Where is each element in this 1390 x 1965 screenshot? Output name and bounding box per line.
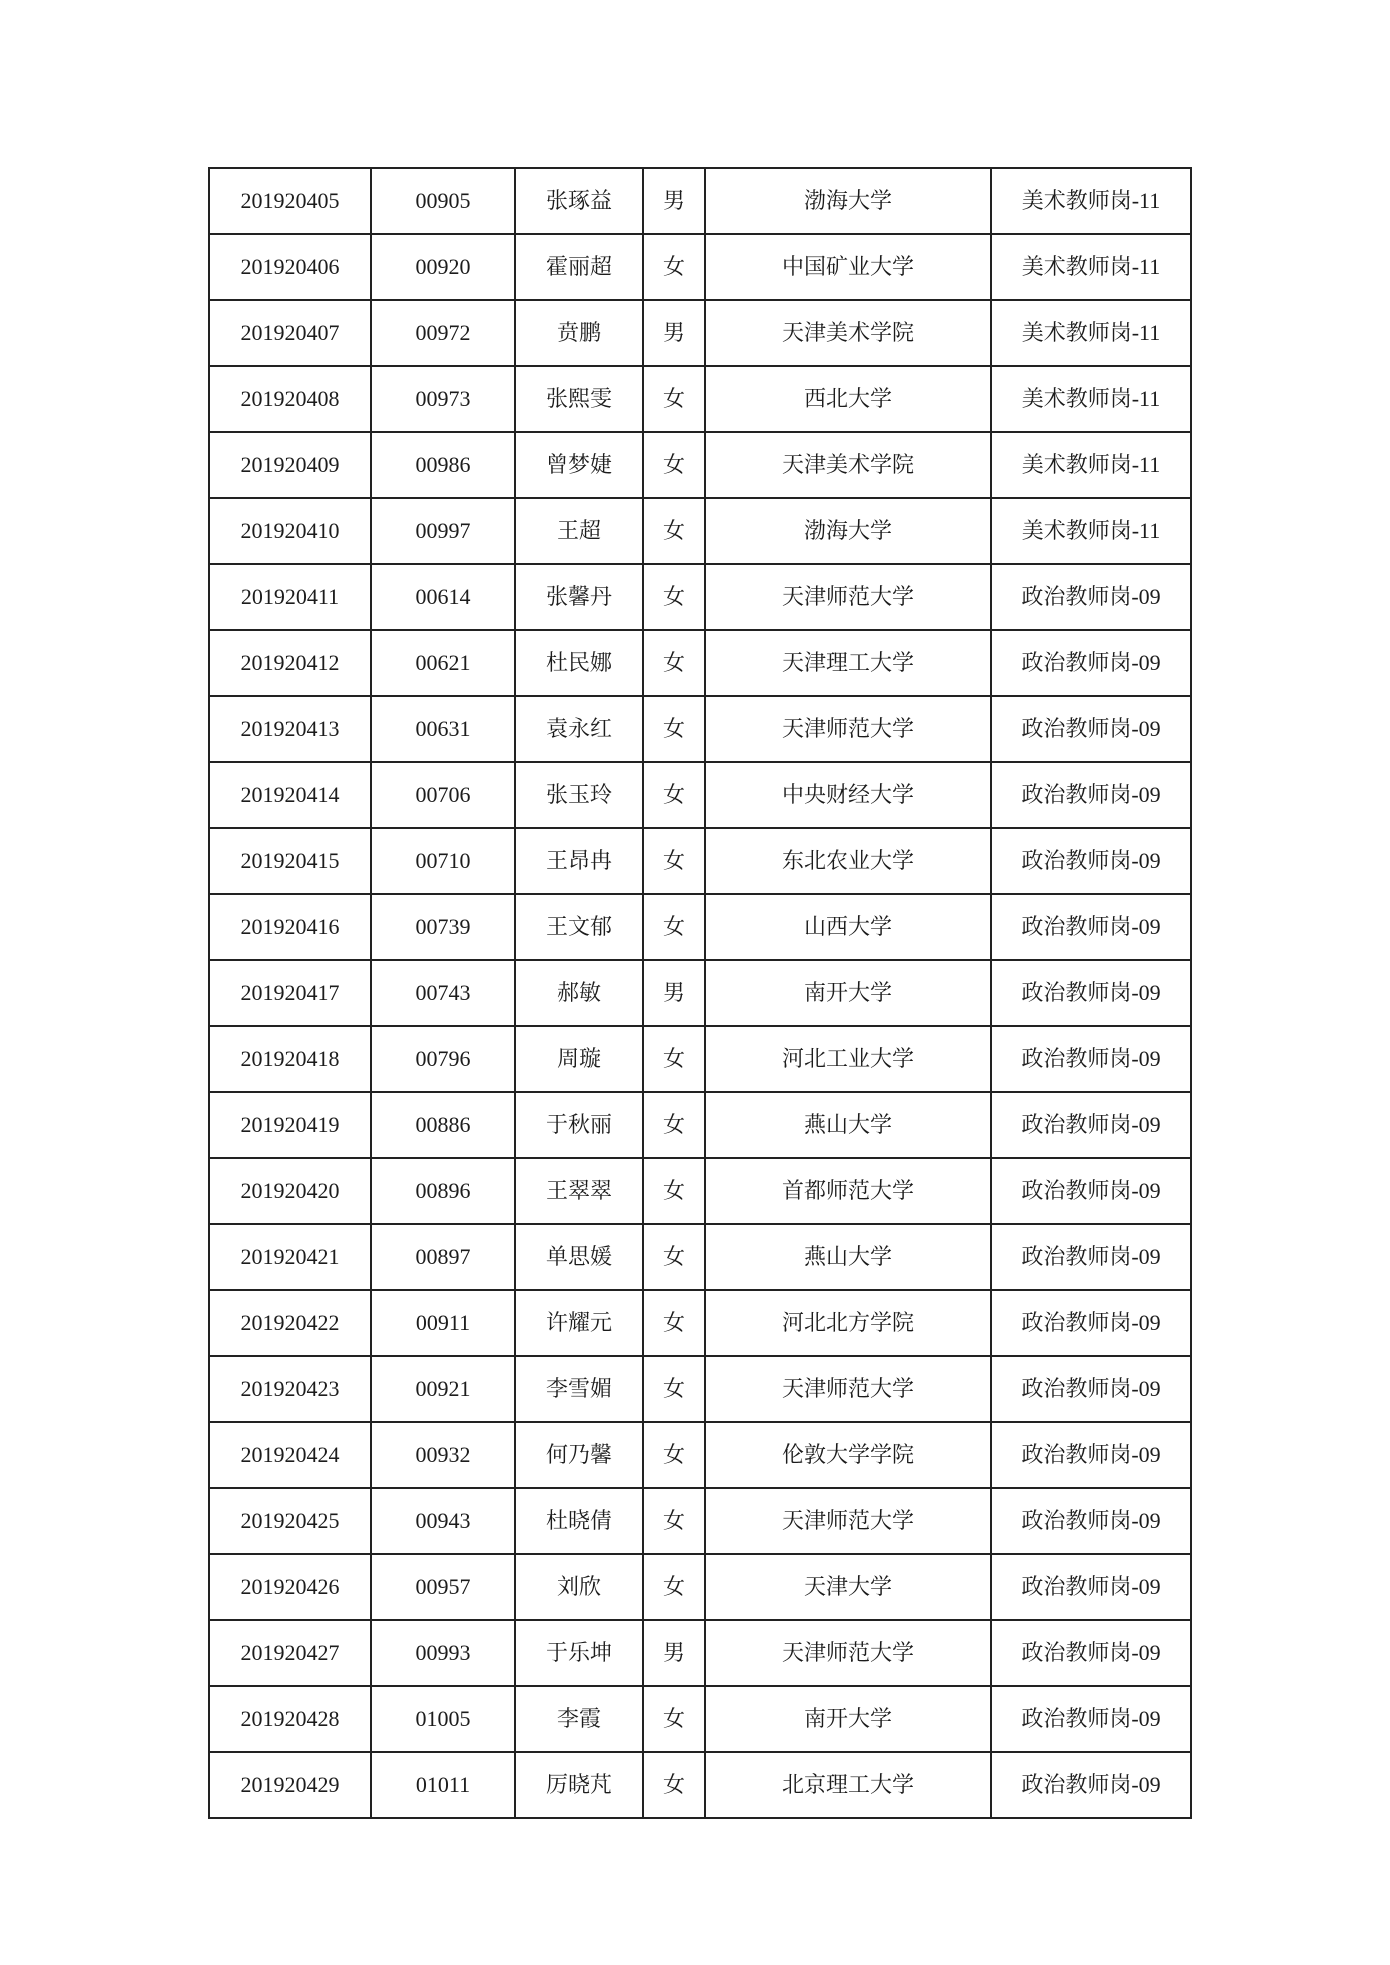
cell-university: 天津美术学院 (705, 432, 991, 498)
cell-candidate-id: 201920427 (209, 1620, 371, 1686)
cell-position: 政治教师岗-09 (991, 894, 1191, 960)
cell-exam-number: 00972 (371, 300, 515, 366)
cell-gender: 男 (643, 300, 705, 366)
cell-position: 政治教师岗-09 (991, 1620, 1191, 1686)
cell-exam-number: 00739 (371, 894, 515, 960)
cell-exam-number: 00896 (371, 1158, 515, 1224)
cell-university: 渤海大学 (705, 498, 991, 564)
cell-university: 天津美术学院 (705, 300, 991, 366)
cell-name: 李霞 (515, 1686, 643, 1752)
cell-name: 于秋丽 (515, 1092, 643, 1158)
cell-candidate-id: 201920417 (209, 960, 371, 1026)
cell-university: 东北农业大学 (705, 828, 991, 894)
cell-gender: 女 (643, 1290, 705, 1356)
cell-name: 王翠翠 (515, 1158, 643, 1224)
table-row (209, 1290, 1191, 1356)
cell-position: 政治教师岗-09 (991, 960, 1191, 1026)
cell-exam-number: 00886 (371, 1092, 515, 1158)
cell-exam-number: 00993 (371, 1620, 515, 1686)
cell-position: 政治教师岗-09 (991, 1752, 1191, 1818)
cell-candidate-id: 201920429 (209, 1752, 371, 1818)
table-row (209, 1356, 1191, 1422)
cell-exam-number: 00920 (371, 234, 515, 300)
roster-body (209, 168, 1191, 1818)
cell-exam-number: 00631 (371, 696, 515, 762)
table-row (209, 1224, 1191, 1290)
table-row (209, 696, 1191, 762)
table-row (209, 630, 1191, 696)
cell-gender: 女 (643, 1686, 705, 1752)
cell-name: 杜晓倩 (515, 1488, 643, 1554)
cell-gender: 女 (643, 630, 705, 696)
cell-name: 单思媛 (515, 1224, 643, 1290)
cell-university: 西北大学 (705, 366, 991, 432)
cell-candidate-id: 201920421 (209, 1224, 371, 1290)
cell-gender: 女 (643, 894, 705, 960)
cell-gender: 女 (643, 1752, 705, 1818)
cell-candidate-id: 201920408 (209, 366, 371, 432)
table-row (209, 366, 1191, 432)
table-row (209, 1026, 1191, 1092)
table-row (209, 498, 1191, 564)
cell-position: 政治教师岗-09 (991, 630, 1191, 696)
cell-university: 天津师范大学 (705, 1620, 991, 1686)
cell-exam-number: 00621 (371, 630, 515, 696)
cell-position: 政治教师岗-09 (991, 1686, 1191, 1752)
cell-position: 美术教师岗-11 (991, 432, 1191, 498)
cell-position: 美术教师岗-11 (991, 300, 1191, 366)
cell-candidate-id: 201920406 (209, 234, 371, 300)
cell-gender: 女 (643, 1356, 705, 1422)
cell-name: 李雪媚 (515, 1356, 643, 1422)
cell-name: 贲鹏 (515, 300, 643, 366)
cell-position: 政治教师岗-09 (991, 1356, 1191, 1422)
cell-university: 燕山大学 (705, 1092, 991, 1158)
cell-gender: 男 (643, 960, 705, 1026)
table-row (209, 300, 1191, 366)
cell-candidate-id: 201920414 (209, 762, 371, 828)
table-row (209, 894, 1191, 960)
cell-name: 张馨丹 (515, 564, 643, 630)
cell-gender: 女 (643, 1554, 705, 1620)
cell-name: 曾梦婕 (515, 432, 643, 498)
cell-candidate-id: 201920411 (209, 564, 371, 630)
table-row (209, 1752, 1191, 1818)
table-row (209, 1488, 1191, 1554)
cell-gender: 男 (643, 168, 705, 234)
cell-gender: 女 (643, 1026, 705, 1092)
cell-candidate-id: 201920409 (209, 432, 371, 498)
cell-candidate-id: 201920422 (209, 1290, 371, 1356)
cell-name: 王超 (515, 498, 643, 564)
cell-university: 中国矿业大学 (705, 234, 991, 300)
cell-candidate-id: 201920416 (209, 894, 371, 960)
cell-university: 天津师范大学 (705, 564, 991, 630)
cell-exam-number: 00796 (371, 1026, 515, 1092)
cell-name: 厉晓芃 (515, 1752, 643, 1818)
cell-university: 天津师范大学 (705, 696, 991, 762)
table-row (209, 960, 1191, 1026)
cell-university: 北京理工大学 (705, 1752, 991, 1818)
cell-position: 美术教师岗-11 (991, 366, 1191, 432)
cell-candidate-id: 201920428 (209, 1686, 371, 1752)
cell-gender: 女 (643, 234, 705, 300)
cell-name: 何乃馨 (515, 1422, 643, 1488)
cell-candidate-id: 201920418 (209, 1026, 371, 1092)
cell-gender: 女 (643, 762, 705, 828)
cell-university: 天津理工大学 (705, 630, 991, 696)
candidate-roster-table (208, 167, 1192, 1819)
cell-university: 天津师范大学 (705, 1356, 991, 1422)
cell-name: 张琢益 (515, 168, 643, 234)
cell-position: 政治教师岗-09 (991, 1554, 1191, 1620)
cell-position: 政治教师岗-09 (991, 1026, 1191, 1092)
cell-name: 张熙雯 (515, 366, 643, 432)
cell-university: 山西大学 (705, 894, 991, 960)
cell-exam-number: 01011 (371, 1752, 515, 1818)
cell-position: 政治教师岗-09 (991, 1092, 1191, 1158)
cell-position: 美术教师岗-11 (991, 168, 1191, 234)
cell-gender: 女 (643, 498, 705, 564)
cell-university: 燕山大学 (705, 1224, 991, 1290)
cell-position: 政治教师岗-09 (991, 1224, 1191, 1290)
cell-name: 刘欣 (515, 1554, 643, 1620)
cell-position: 政治教师岗-09 (991, 1290, 1191, 1356)
cell-university: 渤海大学 (705, 168, 991, 234)
cell-name: 郝敏 (515, 960, 643, 1026)
cell-candidate-id: 201920412 (209, 630, 371, 696)
cell-gender: 女 (643, 432, 705, 498)
cell-university: 首都师范大学 (705, 1158, 991, 1224)
table-row (209, 168, 1191, 234)
cell-exam-number: 00997 (371, 498, 515, 564)
cell-candidate-id: 201920420 (209, 1158, 371, 1224)
cell-university: 伦敦大学学院 (705, 1422, 991, 1488)
cell-exam-number: 00743 (371, 960, 515, 1026)
cell-university: 中央财经大学 (705, 762, 991, 828)
cell-exam-number: 00706 (371, 762, 515, 828)
cell-candidate-id: 201920415 (209, 828, 371, 894)
table-row (209, 1620, 1191, 1686)
cell-position: 政治教师岗-09 (991, 564, 1191, 630)
cell-exam-number: 00614 (371, 564, 515, 630)
table-row (209, 432, 1191, 498)
cell-name: 王文郁 (515, 894, 643, 960)
cell-position: 政治教师岗-09 (991, 696, 1191, 762)
table-row (209, 1092, 1191, 1158)
cell-position: 美术教师岗-11 (991, 234, 1191, 300)
cell-gender: 女 (643, 1488, 705, 1554)
cell-gender: 女 (643, 1224, 705, 1290)
cell-position: 美术教师岗-11 (991, 498, 1191, 564)
cell-university: 河北工业大学 (705, 1026, 991, 1092)
table-row (209, 1158, 1191, 1224)
cell-gender: 女 (643, 696, 705, 762)
cell-position: 政治教师岗-09 (991, 828, 1191, 894)
cell-candidate-id: 201920419 (209, 1092, 371, 1158)
cell-university: 天津大学 (705, 1554, 991, 1620)
cell-exam-number: 00973 (371, 366, 515, 432)
cell-candidate-id: 201920426 (209, 1554, 371, 1620)
cell-exam-number: 00932 (371, 1422, 515, 1488)
table-row (209, 1422, 1191, 1488)
cell-name: 于乐坤 (515, 1620, 643, 1686)
table-row (209, 762, 1191, 828)
cell-university: 天津师范大学 (705, 1488, 991, 1554)
cell-gender: 男 (643, 1620, 705, 1686)
cell-exam-number: 00957 (371, 1554, 515, 1620)
cell-name: 周璇 (515, 1026, 643, 1092)
cell-exam-number: 00710 (371, 828, 515, 894)
cell-gender: 女 (643, 1092, 705, 1158)
cell-university: 南开大学 (705, 960, 991, 1026)
cell-candidate-id: 201920425 (209, 1488, 371, 1554)
cell-candidate-id: 201920410 (209, 498, 371, 564)
cell-position: 政治教师岗-09 (991, 762, 1191, 828)
table-row (209, 1554, 1191, 1620)
cell-name: 杜民娜 (515, 630, 643, 696)
cell-candidate-id: 201920405 (209, 168, 371, 234)
table-row (209, 828, 1191, 894)
cell-university: 南开大学 (705, 1686, 991, 1752)
cell-name: 霍丽超 (515, 234, 643, 300)
cell-position: 政治教师岗-09 (991, 1158, 1191, 1224)
cell-gender: 女 (643, 1158, 705, 1224)
cell-exam-number: 00943 (371, 1488, 515, 1554)
cell-exam-number: 00986 (371, 432, 515, 498)
cell-gender: 女 (643, 366, 705, 432)
cell-name: 许耀元 (515, 1290, 643, 1356)
cell-candidate-id: 201920413 (209, 696, 371, 762)
cell-gender: 女 (643, 828, 705, 894)
cell-gender: 女 (643, 1422, 705, 1488)
cell-exam-number: 00921 (371, 1356, 515, 1422)
cell-name: 王昂冉 (515, 828, 643, 894)
cell-candidate-id: 201920423 (209, 1356, 371, 1422)
table-row (209, 234, 1191, 300)
cell-position: 政治教师岗-09 (991, 1422, 1191, 1488)
cell-gender: 女 (643, 564, 705, 630)
cell-university: 河北北方学院 (705, 1290, 991, 1356)
cell-exam-number: 01005 (371, 1686, 515, 1752)
cell-candidate-id: 201920407 (209, 300, 371, 366)
cell-exam-number: 00905 (371, 168, 515, 234)
cell-name: 袁永红 (515, 696, 643, 762)
cell-position: 政治教师岗-09 (991, 1488, 1191, 1554)
table-row (209, 1686, 1191, 1752)
cell-exam-number: 00897 (371, 1224, 515, 1290)
cell-name: 张玉玲 (515, 762, 643, 828)
cell-candidate-id: 201920424 (209, 1422, 371, 1488)
table-row (209, 564, 1191, 630)
cell-exam-number: 00911 (371, 1290, 515, 1356)
